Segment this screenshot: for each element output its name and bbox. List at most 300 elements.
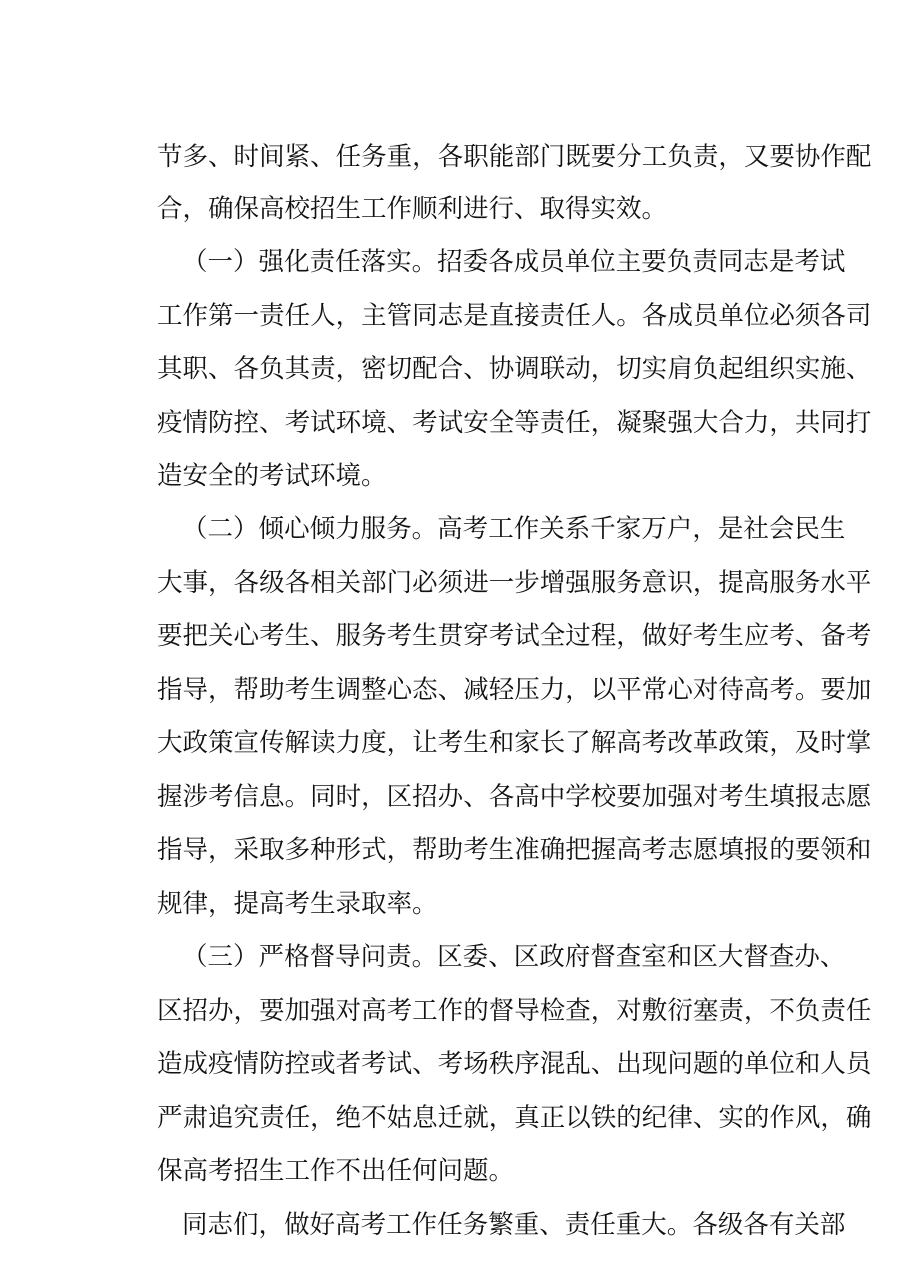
glyph: 聚 (641, 408, 668, 438)
glyph: 务 (386, 514, 412, 544)
glyph: 须 (794, 301, 821, 331)
glyph: 考 (386, 621, 413, 651)
glyph: 好 (309, 1210, 336, 1240)
paragraph-heading-line (182, 509, 846, 549)
glyph: 任 (284, 301, 311, 331)
glyph: 人 (590, 301, 617, 331)
glyph: 单 (564, 247, 591, 277)
glyph: 掌 (845, 728, 872, 758)
glyph: 紧 (284, 142, 311, 172)
glyph: 衍 (667, 996, 693, 1026)
glyph: 施 (820, 354, 846, 384)
glyph: 要 (641, 247, 667, 277)
glyph: 确 (539, 835, 566, 865)
glyph: 服 (590, 568, 617, 598)
glyph: 强 (667, 782, 693, 812)
glyph: ， (258, 1210, 285, 1240)
glyph: 会 (768, 514, 795, 544)
glyph: 考 (718, 782, 744, 812)
glyph: 校 (590, 782, 617, 812)
glyph: 就 (463, 1103, 489, 1133)
glyph: 作 (437, 996, 464, 1026)
glyph: 政 (182, 728, 209, 758)
glyph: 考 (386, 996, 413, 1026)
glyph: 帮 (412, 835, 438, 865)
glyph: 迁 (437, 1103, 464, 1133)
glyph: 的 (616, 1103, 642, 1133)
glyph: 高 (743, 675, 770, 705)
glyph: 关 (208, 621, 234, 651)
glyph: 息 (412, 1103, 438, 1133)
glyph: 级 (259, 568, 285, 598)
glyph: ， (565, 675, 591, 705)
glyph: 相 (310, 568, 336, 598)
glyph: 一 (233, 301, 260, 331)
glyph: 控 (233, 408, 260, 438)
paragraph-heading-line (182, 1205, 846, 1245)
glyph: 心 (386, 675, 413, 705)
glyph: 采 (233, 835, 260, 865)
glyph: ， (386, 728, 413, 758)
glyph: 以 (590, 675, 617, 705)
glyph: 考 (284, 408, 311, 438)
glyph: 实 (386, 247, 412, 277)
glyph: 各 (437, 142, 464, 172)
glyph: 关 (335, 568, 362, 598)
glyph: 问 (667, 1049, 693, 1079)
text-line (157, 563, 872, 603)
glyph: 任 (284, 1103, 311, 1133)
glyph: 实 (718, 1103, 744, 1133)
glyph: 任 (565, 408, 591, 438)
glyph: 题 (692, 1049, 719, 1079)
glyph: 检 (539, 996, 566, 1026)
glyph: 了 (565, 728, 591, 758)
glyph: 凝 (616, 408, 642, 438)
glyph: 宣 (233, 728, 260, 758)
glyph: 导 (182, 835, 209, 865)
glyph: 真 (514, 1103, 540, 1133)
glyph: 多 (284, 835, 311, 865)
glyph: 社 (743, 514, 769, 544)
glyph: ， (335, 301, 362, 331)
glyph: 形 (335, 835, 362, 865)
glyph: 级 (717, 1210, 744, 1240)
glyph: 愿 (845, 782, 872, 812)
glyph: ， (386, 835, 413, 865)
glyph: 贯 (437, 621, 464, 651)
glyph: 肃 (182, 1103, 209, 1133)
text-line: 造安全的考试环境。 (157, 461, 387, 491)
glyph: 各 (233, 568, 260, 598)
glyph: 考 (794, 247, 820, 277)
text-line (157, 403, 872, 443)
glyph: 者 (335, 1049, 362, 1079)
glyph: 把 (565, 835, 591, 865)
glyph: 督 (488, 996, 515, 1026)
glyph: 生 (310, 675, 336, 705)
glyph: 改 (667, 728, 693, 758)
glyph: 试 (819, 247, 846, 277)
glyph: 区 (157, 996, 183, 1026)
glyph: 步 (514, 568, 540, 598)
glyph: 心 (233, 621, 260, 651)
glyph: 考 (437, 728, 464, 758)
glyph: 责 (539, 408, 566, 438)
glyph: 帮 (233, 675, 260, 705)
glyph: 督 (309, 942, 336, 972)
glyph: 单 (718, 301, 744, 331)
glyph: 重 (513, 1210, 540, 1240)
glyph: 繁 (488, 1210, 514, 1240)
glyph: 确 (845, 1103, 872, 1133)
glyph: 区 (692, 942, 718, 972)
glyph: 倾 (309, 514, 336, 544)
glyph: 招 (412, 782, 438, 812)
glyph: 重 (386, 142, 413, 172)
glyph: 各 (641, 301, 668, 331)
glyph: 对 (692, 782, 719, 812)
glyph: 配 (412, 354, 438, 384)
glyph: ， (335, 354, 362, 384)
glyph: 第 (208, 301, 234, 331)
glyph: 。 (411, 942, 438, 972)
glyph: 、 (386, 408, 413, 438)
glyph: 各 (488, 247, 514, 277)
glyph: ， (590, 354, 617, 384)
glyph: 考 (259, 621, 285, 651)
glyph: 、 (412, 1049, 438, 1079)
glyph: ， (692, 568, 719, 598)
glyph: 室 (641, 942, 667, 972)
glyph: 解 (590, 728, 617, 758)
glyph: 进 (463, 568, 489, 598)
glyph: 助 (437, 835, 464, 865)
glyph: 时 (820, 728, 846, 758)
glyph: 强 (565, 568, 591, 598)
glyph: 正 (539, 1103, 566, 1133)
glyph: 考 (769, 621, 795, 651)
glyph: 政 (539, 942, 565, 972)
glyph: 对 (616, 996, 642, 1026)
glyph: 中 (539, 782, 566, 812)
glyph: 意 (641, 568, 668, 598)
glyph: 委 (462, 942, 489, 972)
glyph: 作 (820, 142, 846, 172)
glyph: 委 (462, 247, 489, 277)
glyph: 息 (259, 782, 285, 812)
text-line: 规律，提高考生录取率。 (157, 889, 438, 919)
glyph: 要 (820, 675, 846, 705)
glyph: 、 (310, 621, 336, 651)
glyph: 合 (437, 354, 464, 384)
glyph: 一 (207, 247, 234, 277)
glyph: 负 (692, 354, 719, 384)
text-line (157, 777, 872, 817)
glyph: ， (820, 1103, 846, 1133)
text-line: 合，确保高校招生工作顺利进行、取得实效。 (157, 194, 668, 224)
glyph: 责 (820, 996, 846, 1026)
glyph: 各 (233, 354, 260, 384)
glyph: 动 (565, 354, 591, 384)
glyph: 不 (361, 1103, 387, 1133)
glyph: 考 (437, 1049, 464, 1079)
glyph: 间 (259, 142, 285, 172)
glyph: 服 (360, 514, 387, 544)
glyph: 严 (258, 942, 285, 972)
glyph: 各 (692, 1210, 718, 1240)
glyph: 试 (386, 1049, 413, 1079)
glyph: 区 (437, 942, 463, 972)
text-line (157, 830, 872, 870)
glyph: ， (208, 568, 234, 598)
glyph: 的 (769, 835, 795, 865)
glyph: 指 (157, 835, 183, 865)
glyph: 好 (667, 621, 693, 651)
glyph: 志 (667, 835, 693, 865)
glyph: 须 (437, 568, 464, 598)
glyph: 二 (207, 514, 234, 544)
glyph: 高 (437, 514, 463, 544)
glyph: 务 (361, 142, 387, 172)
glyph: 、 (539, 1210, 565, 1240)
glyph: 防 (208, 408, 234, 438)
glyph: 考 (463, 835, 489, 865)
glyph: 要 (259, 996, 285, 1026)
glyph: 平 (616, 675, 642, 705)
glyph: 起 (718, 354, 744, 384)
text-line (157, 723, 872, 763)
glyph: 加 (284, 996, 311, 1026)
glyph: 各 (284, 568, 311, 598)
glyph: 责 (310, 354, 336, 384)
glyph: 压 (514, 675, 540, 705)
glyph: 高 (616, 728, 642, 758)
glyph: 加 (641, 782, 668, 812)
glyph: 备 (820, 621, 846, 651)
glyph: 常 (641, 675, 668, 705)
glyph: 考 (488, 621, 515, 651)
glyph: 家 (514, 728, 540, 758)
glyph: 解 (284, 728, 311, 758)
glyph: 办 (437, 782, 464, 812)
glyph: 问 (360, 942, 387, 972)
glyph: 查 (615, 942, 642, 972)
glyph: 任 (590, 1210, 616, 1240)
glyph: 责 (564, 1210, 591, 1240)
glyph: 把 (182, 621, 209, 651)
glyph: 合 (718, 408, 744, 438)
glyph: 志 (743, 247, 769, 277)
glyph: 境 (361, 408, 387, 438)
glyph: 门 (386, 568, 413, 598)
glyph: 户 (666, 514, 693, 544)
glyph: 、 (463, 354, 489, 384)
glyph: 力 (335, 728, 362, 758)
glyph: 职 (463, 142, 489, 172)
glyph: 出 (616, 1049, 642, 1079)
glyph: ） (233, 514, 259, 544)
glyph: 高 (335, 1210, 361, 1240)
glyph: 涉 (182, 782, 209, 812)
glyph: 绝 (335, 1103, 362, 1133)
glyph: 指 (157, 675, 183, 705)
glyph: 要 (794, 835, 821, 865)
glyph: 的 (718, 1049, 744, 1079)
text-line (157, 349, 872, 389)
glyph: 填 (769, 782, 795, 812)
glyph: 高 (361, 996, 387, 1026)
glyph: 水 (820, 568, 846, 598)
glyph: 家 (615, 514, 642, 544)
glyph: 时 (335, 782, 362, 812)
glyph: 事 (182, 568, 209, 598)
glyph: 各 (488, 782, 515, 812)
glyph: 必 (769, 301, 795, 331)
text-line (157, 670, 872, 710)
glyph: 铁 (590, 1103, 617, 1133)
glyph: 作 (513, 514, 540, 544)
glyph: 同 (717, 247, 744, 277)
glyph: 要 (157, 621, 183, 651)
glyph: 单 (743, 1049, 770, 1079)
glyph: 千 (590, 514, 616, 544)
glyph: 报 (743, 835, 770, 865)
glyph: 务 (462, 1210, 489, 1240)
glyph: 主 (361, 301, 387, 331)
glyph: 时 (233, 142, 260, 172)
glyph: 主 (615, 247, 642, 277)
glyph: ， (769, 408, 795, 438)
glyph: 部 (361, 568, 387, 598)
glyph: （ (182, 942, 208, 972)
glyph: 革 (692, 728, 719, 758)
glyph: 人 (820, 1049, 846, 1079)
glyph: 节 (157, 142, 183, 172)
text-line (157, 616, 872, 656)
glyph: 生 (718, 621, 744, 651)
glyph: 对 (692, 675, 719, 705)
glyph: 又 (743, 142, 770, 172)
glyph: 作 (769, 1103, 795, 1133)
glyph: 态 (412, 675, 438, 705)
glyph: 试 (514, 621, 540, 651)
glyph: 任 (335, 247, 361, 277)
glyph: 政 (718, 728, 744, 758)
glyph: 三 (207, 942, 234, 972)
glyph: ） (233, 247, 259, 277)
glyph: 考 (208, 782, 234, 812)
text-line (157, 137, 872, 177)
glyph: 工 (412, 996, 438, 1026)
glyph: 责 (692, 142, 719, 172)
glyph: 强 (310, 996, 336, 1026)
glyph: 查 (565, 996, 591, 1026)
glyph: 全 (539, 621, 566, 651)
glyph: 疫 (208, 1049, 234, 1079)
glyph: 情 (182, 408, 209, 438)
glyph: 高 (514, 782, 540, 812)
glyph: 工 (386, 1210, 412, 1240)
glyph: 门 (539, 142, 566, 172)
glyph: 任 (565, 301, 591, 331)
glyph: 大 (157, 568, 183, 598)
glyph: 等 (514, 408, 540, 438)
glyph: 策 (208, 728, 234, 758)
glyph: 、 (310, 142, 336, 172)
paragraph-heading-line (182, 242, 846, 282)
glyph: 、 (488, 942, 514, 972)
glyph: 倾 (258, 514, 285, 544)
glyph: 负 (666, 247, 693, 277)
glyph: 员 (845, 1049, 872, 1079)
glyph: 平 (845, 568, 872, 598)
glyph: ， (590, 408, 617, 438)
glyph: ， (616, 621, 642, 651)
glyph: 防 (259, 1049, 285, 1079)
glyph: 关 (794, 1210, 820, 1240)
glyph: 责 (539, 301, 566, 331)
glyph: 、 (208, 142, 234, 172)
glyph: 识 (667, 568, 693, 598)
glyph: 强 (258, 247, 285, 277)
glyph: 考 (412, 408, 438, 438)
glyph: 任 (845, 996, 872, 1026)
glyph: 度 (361, 728, 387, 758)
glyph: 责 (386, 942, 412, 972)
glyph: 负 (667, 142, 693, 172)
glyph: 长 (539, 728, 566, 758)
glyph: 化 (284, 247, 310, 277)
glyph: 、 (590, 1049, 617, 1079)
glyph: 是 (768, 247, 795, 277)
glyph: 调 (335, 675, 362, 705)
glyph: 成 (667, 301, 693, 331)
glyph: 必 (412, 568, 438, 598)
glyph: 系 (564, 514, 591, 544)
glyph: 乱 (565, 1049, 591, 1079)
glyph: 联 (539, 354, 566, 384)
glyph: 试 (310, 408, 336, 438)
glyph: 既 (565, 142, 591, 172)
glyph: 待 (718, 675, 744, 705)
glyph: 信 (233, 782, 260, 812)
glyph: ， (743, 996, 770, 1026)
glyph: 办 (208, 996, 234, 1026)
glyph: 学 (565, 782, 591, 812)
glyph: 种 (310, 835, 336, 865)
glyph: （ (182, 247, 208, 277)
glyph: 调 (514, 354, 540, 384)
glyph: 提 (718, 568, 744, 598)
glyph: 督 (590, 942, 616, 972)
glyph: 塞 (692, 996, 719, 1026)
glyph: 重 (615, 1210, 642, 1240)
glyph: 实 (641, 354, 668, 384)
glyph: 区 (513, 942, 540, 972)
glyph: ， (208, 675, 234, 705)
glyph: 格 (284, 942, 310, 972)
glyph: 肩 (667, 354, 693, 384)
glyph: 大 (157, 728, 183, 758)
glyph: 查 (768, 942, 795, 972)
glyph: 严 (157, 1103, 183, 1133)
glyph: 关 (539, 514, 565, 544)
glyph: 作 (411, 1210, 438, 1240)
glyph: 轻 (488, 675, 515, 705)
glyph: 程 (590, 621, 617, 651)
glyph: 秩 (488, 1049, 515, 1079)
